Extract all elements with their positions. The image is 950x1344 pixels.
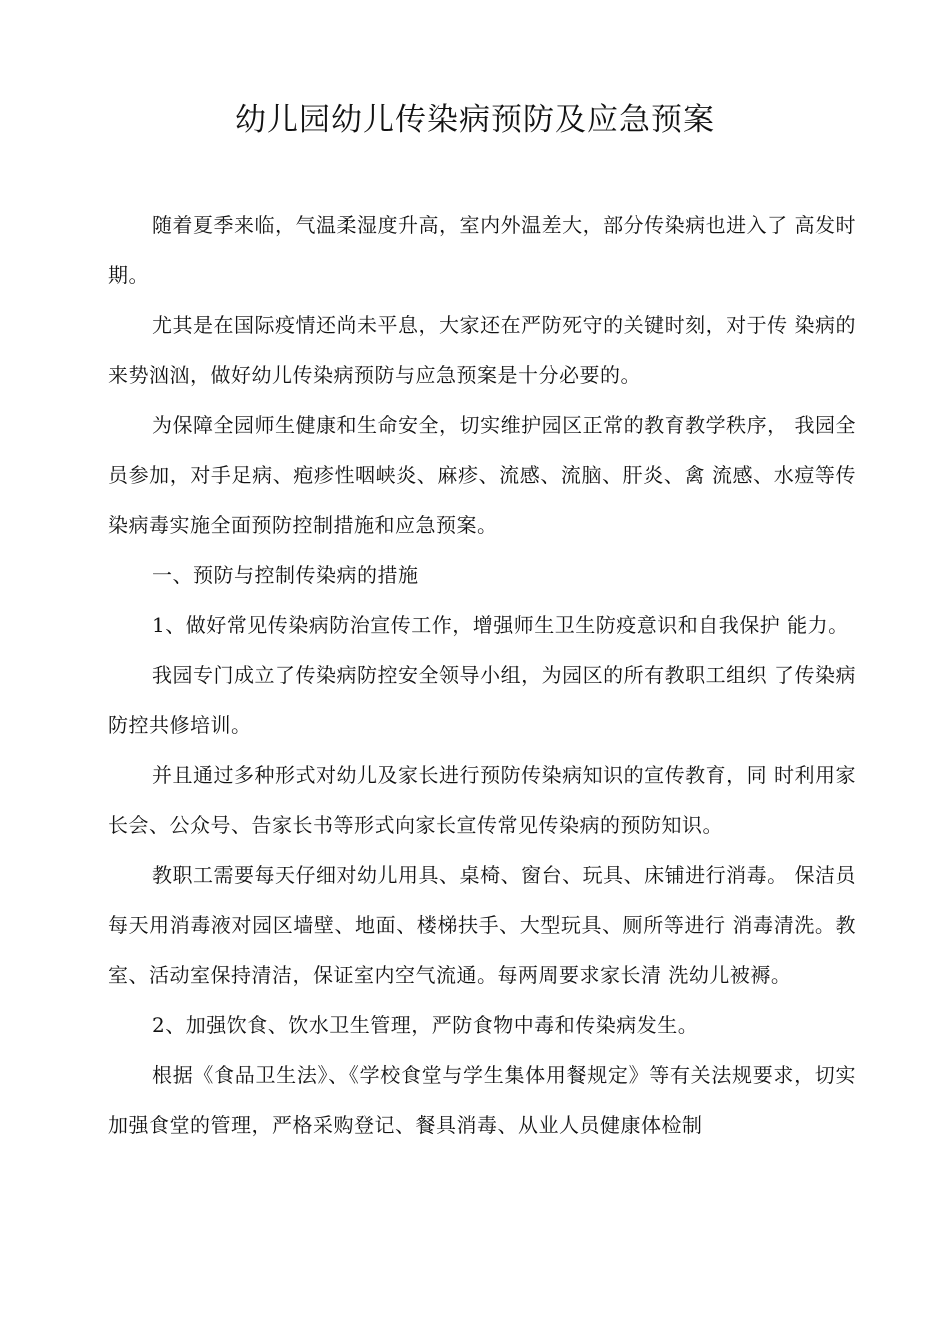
document-body bbox=[108, 200, 856, 1150]
paragraph-disinfection: 教职工需要每天仔细对幼儿用具、桌椅、窗台、玩具、床铺进行消毒。 保洁员每天用消毒液对园区墙壁、地面、楼梯扶手、大型玩具、厕所等进行 消毒清洗。教室、活动室保持清洁，保证室内空气流通。每两周要求家长清 洗幼儿被褥。 bbox=[108, 863, 856, 987]
paragraph-epidemic-context: 尤其是在国际疫情还尚未平息，大家还在严防死守的关键时刻，对于传 染病的来势汹汹，做好幼儿传染病预防与应急预案是十分必要的。 bbox=[108, 313, 856, 387]
paragraph-intro: 随着夏季来临，气温柔湿度升高，室内外温差大，部分传染病也进入了 高发时期。 bbox=[108, 213, 856, 287]
section-heading-measures: 一、预防与控制传染病的措施 bbox=[152, 563, 419, 587]
item-2-food-hygiene: 2、加强饮食、饮水卫生管理，严防食物中毒和传染病发生。 bbox=[152, 1013, 699, 1037]
document-title: 幼儿园幼儿传染病预防及应急预案 bbox=[235, 102, 715, 138]
paragraph-purpose: 为保障全园师生健康和生命安全，切实维护园区正常的教育教学秩序， 我园全员参加，对手足病、疱疹性咽峡炎、麻疹、流感、流脑、肝炎、禽 流感、水痘等传染病毒实施全面预防控制措施和应急预案。 bbox=[108, 413, 856, 537]
paragraph-canteen-rules: 根据《食品卫生法》、《学校食堂与学生集体用餐规定》等有关法规要求，切实加强食堂的管理，严格采购登记、餐具消毒、从业人员健康体检制 bbox=[108, 1063, 856, 1137]
paragraph-leadership-group: 我园专门成立了传染病防控安全领导小组，为园区的所有教职工组织 了传染病防控共修培训。 bbox=[108, 663, 856, 737]
item-1-publicity: 1、做好常见传染病防治宣传工作，增强师生卫生防疫意识和自我保护 能力。 bbox=[152, 613, 849, 637]
paragraph-parent-education: 并且通过多种形式对幼儿及家长进行预防传染病知识的宣传教育，同 时利用家长会、公众号、告家长书等形式向家长宣传常见传染病的预防知识。 bbox=[108, 763, 856, 837]
